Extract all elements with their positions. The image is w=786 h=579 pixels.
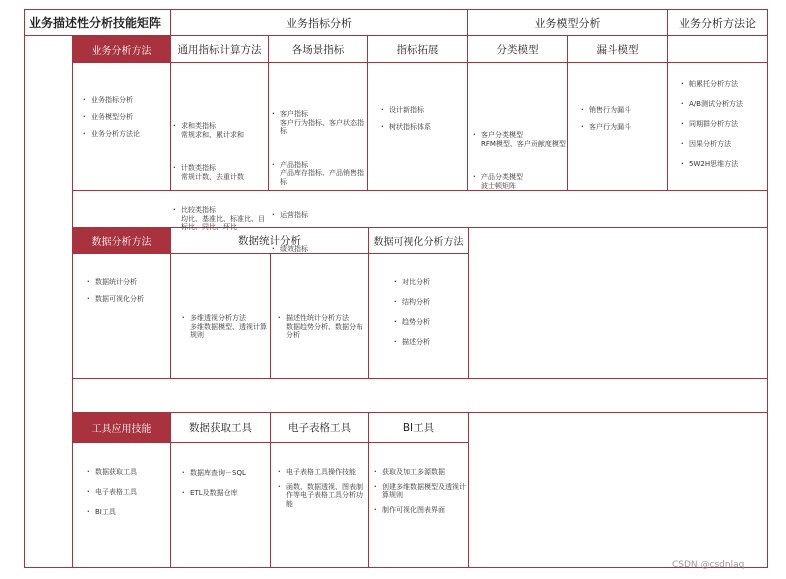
section-label-business-method: 业务分析方法 bbox=[73, 36, 170, 62]
list-item: · 描述分析 bbox=[393, 338, 467, 347]
list-item: · 数据获取工具 bbox=[86, 468, 168, 477]
list-item: · 数据库查询－SQL bbox=[181, 469, 269, 478]
list-funnel-models bbox=[580, 106, 666, 140]
list-item: · 计数类指标 常规计数、去重计数 bbox=[172, 164, 266, 181]
grid-line bbox=[468, 227, 469, 378]
list-item: · 帕累托分析方法 bbox=[680, 80, 766, 89]
list-item: · 业务指标分析 bbox=[82, 96, 168, 105]
list-scene-metrics bbox=[271, 72, 365, 297]
grid-line bbox=[468, 412, 469, 567]
list-metric-extension bbox=[380, 106, 466, 140]
list-item: · 业务模型分析 bbox=[82, 113, 168, 122]
sub-header-stat: 数据统计分析 bbox=[238, 235, 301, 247]
list-item: · 函数、数据透视、图表制作等电子表格工具分析功能 bbox=[277, 483, 367, 509]
list-item: · 客户指标 客户行为指标、客户状态指标 bbox=[271, 110, 365, 136]
list-item: · 求和类指标 常规求和、累计求和 bbox=[172, 122, 266, 139]
list-data-method bbox=[86, 278, 168, 312]
watermark-text: CSDN @csdnlaq bbox=[672, 560, 745, 570]
list-item: · 销售行为漏斗 bbox=[580, 106, 666, 115]
list-item: · 客户分类模型 RFM模型、客户贡献度模型 bbox=[472, 131, 566, 148]
list-item: · 获取及加工多源数据 bbox=[373, 468, 467, 477]
list-item: · 因果分析方法 bbox=[680, 140, 766, 149]
section-label-data-method: 数据分析方法 bbox=[73, 228, 170, 253]
list-item: · 产品分类模型 波士顿矩阵 bbox=[472, 173, 566, 190]
list-tool-skills bbox=[86, 468, 168, 528]
list-item: · BI工具 bbox=[86, 508, 168, 517]
list-item: · 5W2H思维方法 bbox=[680, 160, 766, 169]
sub-header-fetch: 数据获取工具 bbox=[189, 422, 252, 434]
list-item: · A/B测试分析方法 bbox=[680, 100, 766, 109]
list-descriptive-stat bbox=[277, 276, 367, 384]
sub-header-classify: 分类模型 bbox=[496, 43, 539, 56]
list-item: · 同期群分析方法 bbox=[680, 120, 766, 129]
grid-line bbox=[72, 35, 73, 568]
grid-line bbox=[667, 35, 668, 190]
list-item: · 创建多维数据模型及透视计算规则 bbox=[373, 483, 467, 500]
grid-line bbox=[72, 62, 767, 63]
list-item: · 比较类指标 均比、基准比、标准比、目标比、同比、环比 bbox=[172, 206, 266, 232]
list-item: · 制作可视化图表界面 bbox=[373, 506, 467, 515]
list-item: · 客户行为漏斗 bbox=[580, 123, 666, 132]
list-item: · 设计新指标 bbox=[380, 106, 466, 115]
list-item: · 绩效指标 bbox=[271, 245, 365, 254]
header-business-model-analysis: 业务模型分析 bbox=[534, 16, 601, 30]
list-classify-models bbox=[472, 93, 566, 234]
sub-header-calc: 通用指标计算方法 bbox=[177, 43, 262, 56]
grid-line bbox=[24, 9, 25, 568]
list-item: · 业务分析方法论 bbox=[82, 130, 168, 139]
grid-line bbox=[24, 567, 768, 568]
sub-header-sheet: 电子表格工具 bbox=[288, 422, 351, 434]
grid-line bbox=[72, 378, 767, 379]
list-item: · 描述性统计分析方法 数据趋势分析、数据分布分析 bbox=[277, 314, 367, 340]
list-bi-tools bbox=[373, 468, 467, 520]
list-pivot-analysis bbox=[181, 276, 269, 384]
list-item: · 数据统计分析 bbox=[86, 278, 168, 287]
list-item: · 树状指标体系 bbox=[380, 123, 466, 132]
list-item: · 多维透视分析方法 多维数据模型、透视计算规则 bbox=[181, 314, 269, 340]
matrix-title: 业务描述性分析技能矩阵 bbox=[29, 16, 162, 30]
sub-header-scene: 各场景指标 bbox=[291, 43, 345, 56]
list-item: · 电子表格工具 bbox=[86, 488, 168, 497]
sub-header-visual: 数据可视化分析方法 bbox=[373, 237, 464, 248]
list-item: · ETL及数据仓库 bbox=[181, 489, 269, 498]
sub-header-funnel: 漏斗模型 bbox=[596, 43, 639, 56]
sub-header-extension: 指标拓展 bbox=[396, 43, 439, 56]
list-business-method bbox=[82, 96, 168, 147]
list-item: · 产品指标 产品库存指标、产品销售指标 bbox=[271, 161, 365, 187]
list-sheet-tools bbox=[277, 468, 367, 514]
list-item: · 结构分析 bbox=[393, 298, 467, 307]
list-item: · 趋势分析 bbox=[393, 318, 467, 327]
section-label-tool-skills: 工具应用技能 bbox=[73, 413, 170, 442]
sub-header-bi: BI工具 bbox=[402, 422, 435, 434]
grid-line bbox=[767, 9, 768, 568]
list-visual-methods bbox=[393, 278, 467, 358]
header-business-metric-analysis: 业务指标分析 bbox=[286, 16, 352, 30]
list-item: · 对比分析 bbox=[393, 278, 467, 287]
list-methodology bbox=[680, 80, 766, 180]
list-item: · 数据可视化分析 bbox=[86, 295, 168, 304]
list-fetch-tools bbox=[181, 469, 269, 509]
header-methodology: 业务分析方法论 bbox=[679, 16, 756, 30]
list-item: · 电子表格工具操作技能 bbox=[277, 468, 367, 477]
list-item: · 运营指标 bbox=[271, 211, 365, 220]
